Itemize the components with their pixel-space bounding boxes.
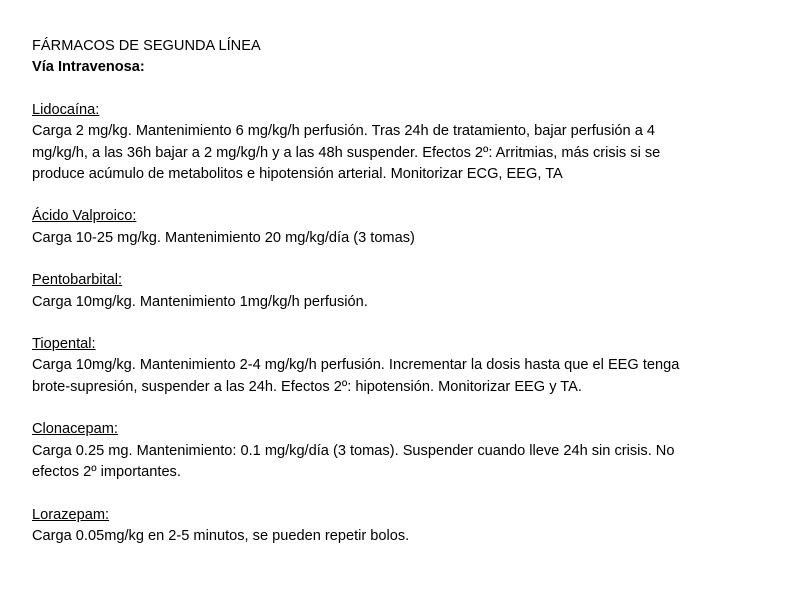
drug-name: Ácido Valproico:: [32, 208, 137, 225]
drug-name: Lorazepam:: [32, 506, 110, 523]
drug-section-lorazepam: [32, 505, 770, 548]
drug-description: Carga 10mg/kg. Mantenimiento 1mg/kg/h perfusión.: [32, 293, 368, 310]
slide-subtitle: Vía Intravenosa:: [32, 59, 145, 76]
drug-description: Carga 10mg/kg. Mantenimiento 2-4 mg/kg/h perfusión. Incrementar la dosis hasta que el EEG tenga brote-supresión, suspender a las 24h. Efectos 2º: hipotensión. Monitorizar EEG y TA.: [32, 357, 680, 395]
drug-section-pentobarbital: [32, 270, 770, 313]
drug-section-tiopental: [32, 334, 770, 398]
drug-section-acido-valproico: [32, 206, 770, 249]
drug-description: Carga 0.05mg/kg en 2-5 minutos, se pueden repetir bolos.: [32, 527, 410, 544]
drug-name: Lidocaína:: [32, 101, 100, 118]
drug-section-lidocaina: [32, 100, 770, 186]
drug-description: Carga 0.25 mg. Mantenimiento: 0.1 mg/kg/día (3 tomas). Suspender cuando lleve 24h sin crisis. No efectos 2º importantes.: [32, 442, 675, 481]
drug-description: Carga 2 mg/kg. Mantenimiento 6 mg/kg/h perfusión. Tras 24h de tratamiento, bajar perfusión a 4 mg/kg/h, a las 36h bajar a 2 mg/kg/h y a las 48h suspender. Efectos 2º: Arritmias, más crisis si se produce acúmulo de metabolitos e hipotensión arterial. Monitorizar ECG, EEG, TA: [32, 123, 661, 183]
drug-name: Pentobarbital:: [32, 272, 123, 289]
drug-description: Carga 10-25 mg/kg. Mantenimiento 20 mg/kg/día (3 tomas): [32, 229, 415, 246]
drug-section-clonacepam: [32, 419, 770, 483]
slide-title: FÁRMACOS DE SEGUNDA LÍNEA: [32, 38, 261, 54]
drug-name: Clonacepam:: [32, 421, 118, 438]
drug-name: Tiopental:: [32, 336, 96, 353]
